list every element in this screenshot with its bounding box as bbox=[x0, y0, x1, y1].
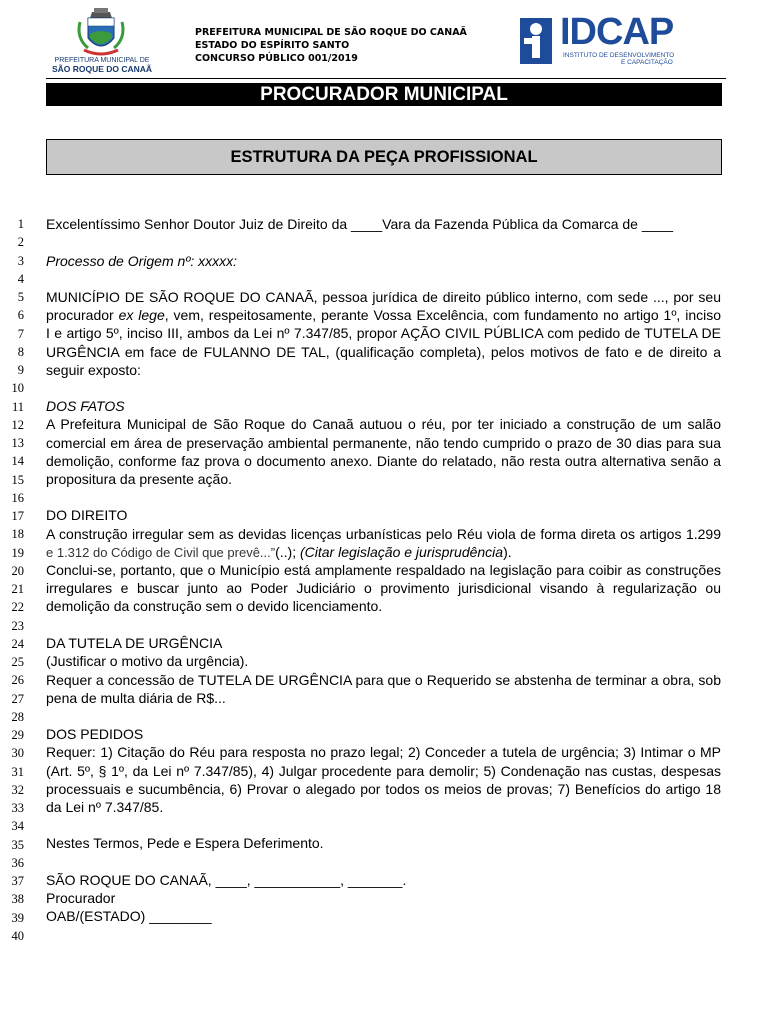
body-line-32: processuais e sucumbência, 6) Provar o alegado por todos os meios de provas; 7) Benefícios do artigo 18 bbox=[46, 781, 721, 797]
line-number: 18 bbox=[11, 527, 24, 542]
line-number: 22 bbox=[11, 600, 24, 615]
body-line-6-c: , vem, respeitosamente, perante Vossa Excelência, com fundamento no artigo 1º, inciso bbox=[164, 307, 722, 323]
idcap-subtitle bbox=[563, 52, 674, 66]
body-line-26: Requer a concessão de TUTELA DE URGÊNCIA para que o Requerido se abstenha de terminar a obra, sob bbox=[46, 672, 721, 688]
header-line-1: PREFEITURA MUNICIPAL DE SÃO ROQUE DO CANAÃ bbox=[195, 27, 467, 38]
prefeitura-label: PREFEITURA MUNICIPAL DE bbox=[54, 57, 150, 64]
heading-dos-pedidos: DOS PEDIDOS bbox=[46, 726, 144, 742]
idcap-logo-icon bbox=[520, 18, 552, 64]
line-number: 33 bbox=[11, 801, 24, 815]
body-line-33: da Lei nº 7.347/85. bbox=[46, 799, 164, 815]
line-number: 21 bbox=[11, 582, 24, 596]
line-number: 20 bbox=[11, 563, 24, 578]
body-line-6 bbox=[46, 306, 721, 324]
header-line-2: ESTADO DO ESPÍRITO SANTO bbox=[195, 40, 350, 51]
body-line-8: URGÊNCIA em face de FULANNO DE TAL, (qualificação completa), pelos motivos de fato e de direito a bbox=[46, 344, 721, 360]
body-line-19-d: ). bbox=[503, 544, 512, 560]
line-number: 36 bbox=[11, 855, 24, 870]
header-text bbox=[195, 26, 467, 65]
line-number: 15 bbox=[11, 472, 24, 487]
line-number: 2 bbox=[17, 235, 24, 250]
prefeitura-city: SÃO ROQUE DO CANAÃ bbox=[51, 64, 153, 74]
idcap-subtitle-line-2: E CAPACITAÇÃO bbox=[621, 59, 673, 66]
closing-line: Nestes Termos, Pede e Espera Deferimento. bbox=[46, 835, 324, 851]
body-line-20: Conclui-se, portanto, que o Município está amplamente respaldado na legislação para coibir as construções bbox=[46, 562, 721, 578]
line-number: 10 bbox=[11, 381, 24, 396]
line-number: 7 bbox=[17, 326, 24, 341]
body-line-3: Processo de Origem nº: xxxxx: bbox=[46, 253, 238, 269]
line-number: 19 bbox=[11, 545, 24, 560]
body-line-18: A construção irregular sem as devidas licenças urbanísticas pelo Réu viola de forma direta os artigos 1.299 bbox=[46, 526, 721, 542]
line-number: 5 bbox=[17, 290, 24, 304]
line-number: 30 bbox=[11, 746, 24, 761]
line-number: 29 bbox=[11, 728, 24, 742]
line-number: 3 bbox=[17, 253, 24, 268]
line-number: 37 bbox=[11, 874, 24, 888]
body-line-19-b: (..); bbox=[275, 544, 300, 560]
signature-place-date: SÃO ROQUE DO CANAÃ, ____, ___________, _______. bbox=[46, 872, 407, 888]
header-rule bbox=[46, 78, 726, 79]
line-number: 23 bbox=[11, 618, 24, 633]
line-number: 9 bbox=[17, 363, 24, 377]
line-number: 14 bbox=[11, 454, 24, 469]
line-number: 39 bbox=[11, 910, 24, 925]
line-number: 24 bbox=[11, 636, 24, 651]
body-line-5: MUNICÍPIO DE SÃO ROQUE DO CANAÃ, pessoa jurídica de direito público interno, com sede ..., por seu bbox=[46, 289, 721, 305]
line-number: 1 bbox=[17, 217, 24, 231]
section-title: ESTRUTURA DA PEÇA PROFISSIONAL bbox=[46, 139, 722, 175]
idcap-subtitle-line-1: INSTITUTO DE DESENVOLVIMENTO bbox=[563, 52, 675, 59]
body-line-15: propositura da presente ação. bbox=[46, 471, 233, 487]
line-number: 40 bbox=[11, 928, 24, 943]
line-number: 35 bbox=[11, 837, 24, 852]
body-line-6-a: procurador bbox=[46, 307, 119, 323]
body-line-19-a: e 1.312 do Código de Civil que prevê...” bbox=[46, 545, 276, 560]
line-number: 34 bbox=[11, 819, 24, 834]
body-line-31: (Art. 5º, § 1º, da Lei nº 7.347/85), 4) Julgar procedente para demolir; 5) Condenação nas custas, despesas bbox=[46, 763, 721, 779]
line-number: 11 bbox=[11, 399, 24, 414]
line-number: 32 bbox=[11, 782, 24, 797]
line-number: 27 bbox=[11, 691, 24, 706]
line-number: 6 bbox=[17, 308, 24, 323]
header-line-3: CONCURSO PÚBLICO 001/2019 bbox=[195, 53, 358, 64]
body-line-19 bbox=[46, 543, 721, 562]
line-number: 4 bbox=[17, 271, 24, 286]
heading-tutela: DA TUTELA DE URGÊNCIA bbox=[46, 635, 223, 651]
body-line-30: Requer: 1) Citação do Réu para resposta no prazo legal; 2) Conceder a tutela de urgência; 3) Intimar o MP bbox=[46, 744, 721, 760]
line-number: 26 bbox=[11, 673, 24, 688]
line-number: 13 bbox=[11, 436, 24, 450]
body-line-27: pena de multa diária de R$... bbox=[46, 690, 226, 706]
body-line-19-c: (Citar legislação e jurisprudência bbox=[299, 544, 504, 560]
body-line-7: I e artigo 5º, inciso III, ambos da Lei nº 7.347/85, propor AÇÃO CIVIL PÚBLICA com pedido de TUTELA DE bbox=[46, 325, 721, 341]
body-line-14: demolição, conforme faz prova o documento anexo. Diante do relatado, não resta outra alternativa senão a bbox=[46, 453, 721, 469]
heading-dos-fatos: DOS FATOS bbox=[46, 398, 125, 414]
page-header bbox=[0, 0, 768, 82]
prefeitura-name bbox=[40, 57, 164, 73]
line-number: 12 bbox=[11, 417, 24, 432]
body-line-9: seguir exposto: bbox=[46, 362, 141, 378]
body-line-1: Excelentíssimo Senhor Doutor Juiz de Direito da ____Vara da Fazenda Pública da Comarca de ____ bbox=[46, 216, 673, 232]
municipal-crest-logo bbox=[74, 8, 128, 58]
line-number: 38 bbox=[11, 892, 24, 907]
idcap-name: IDCAP bbox=[560, 11, 674, 53]
body-line-21: irregulares e buscar junto ao Poder Judiciário o provimento jurisdicional visando à regularização ou bbox=[46, 580, 721, 596]
body-line-22: demolição da construção sem o devido licenciamento. bbox=[46, 598, 383, 614]
line-number: 17 bbox=[11, 509, 24, 523]
cargo-title: PROCURADOR MUNICIPAL bbox=[46, 83, 722, 106]
heading-do-direito: DO DIREITO bbox=[46, 507, 128, 523]
line-number: 25 bbox=[11, 655, 24, 669]
signature-role: Procurador bbox=[46, 890, 116, 906]
line-number: 8 bbox=[17, 344, 24, 359]
line-number: 16 bbox=[11, 490, 24, 505]
body-line-12: A Prefeitura Municipal de São Roque do Canaã autuou o réu, por ter iniciado a construção de um salão bbox=[46, 416, 721, 432]
line-number: 31 bbox=[11, 764, 24, 779]
signature-oab: OAB/(ESTADO) ________ bbox=[46, 908, 212, 924]
body-line-13: comercial em área de preservação ambiental permanente, não tendo cumprido o prazo de 30 dias para sua bbox=[46, 435, 721, 451]
line-number: 28 bbox=[11, 709, 24, 724]
body-line-25: (Justificar o motivo da urgência). bbox=[46, 653, 249, 669]
body-line-6-ex-lege: ex lege bbox=[118, 307, 165, 323]
